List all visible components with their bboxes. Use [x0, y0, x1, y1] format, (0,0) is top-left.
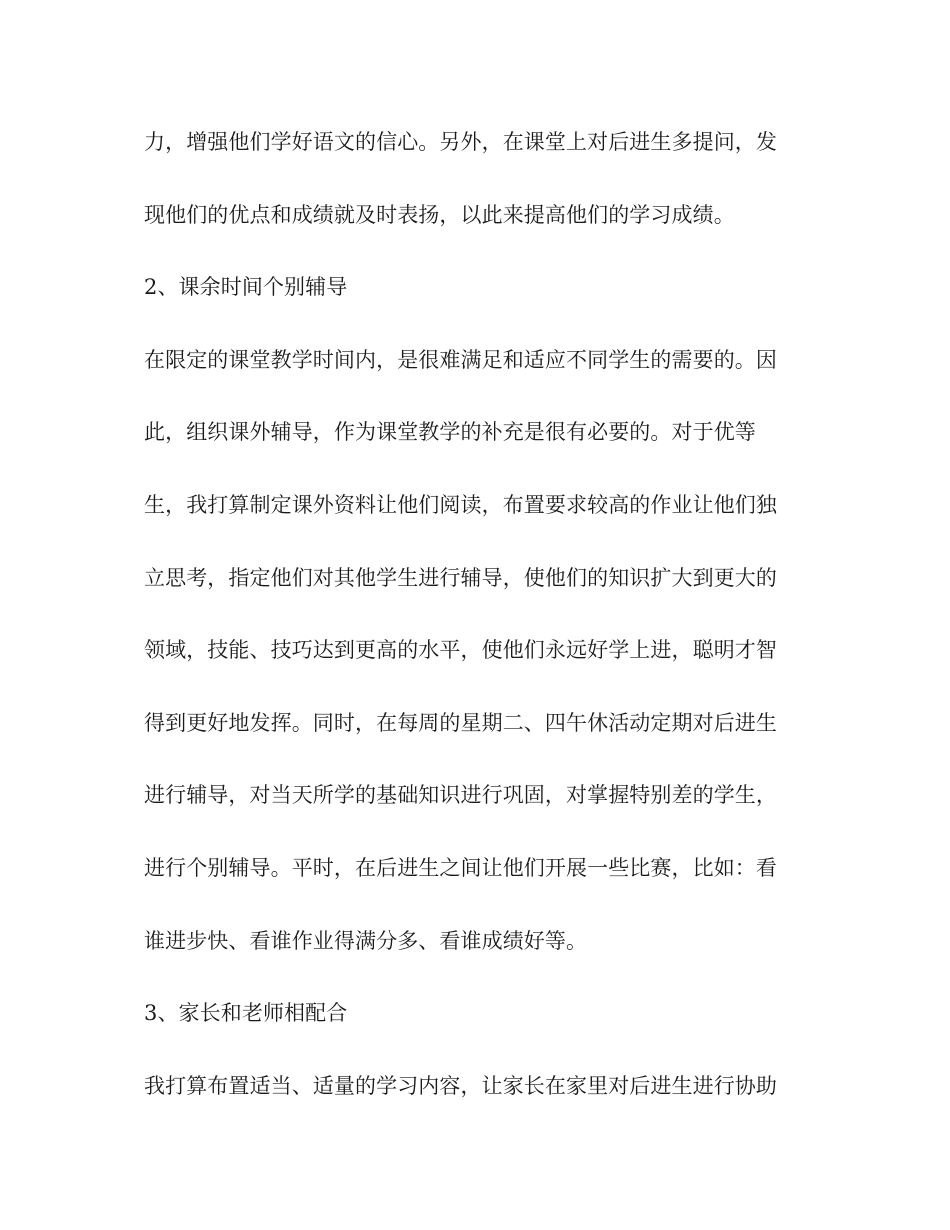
text-line: 在限定的课堂教学时间内，是很难满足和适应不同学生的需要的。因	[144, 347, 777, 372]
document-body	[144, 124, 806, 1140]
section-heading: 3、家长和老师相配合	[144, 1001, 348, 1026]
text-line: 进行辅导，对当天所学的基础知识进行巩固，对掌握特别差的学生，	[144, 783, 777, 808]
text-line: 进行个别辅导。平时，在后进生之间让他们开展一些比赛，比如：看	[144, 855, 777, 880]
text-line: 立思考，指定他们对其他学生进行辅导，使他们的知识扩大到更大的	[144, 565, 777, 590]
text-line: 谁进步快、看谁作业得满分多、看谁成绩好等。	[144, 928, 588, 953]
text-line: 现他们的优点和成绩就及时表扬，以此来提高他们的学习成绩。	[144, 202, 735, 227]
text-line: 此，组织课外辅导，作为课堂教学的补充是很有必要的。对于优等	[144, 420, 756, 445]
text-line: 力，增强他们学好语文的信心。另外，在课堂上对后进生多提问，发	[144, 130, 777, 154]
text-line: 领域，技能、技巧达到更高的水平，使他们永远好学上进，聪明才智	[144, 638, 777, 663]
text-line: 得到更好地发挥。同时，在每周的星期二、四午休活动定期对后进生	[144, 710, 777, 735]
text-line: 我打算布置适当、适量的学习内容，让家长在家里对后进生进行协助	[144, 1073, 777, 1098]
text-line: 生，我打算制定课外资料让他们阅读，布置要求较高的作业让他们独	[144, 492, 777, 517]
section-heading: 2、课余时间个别辅导	[144, 275, 348, 300]
